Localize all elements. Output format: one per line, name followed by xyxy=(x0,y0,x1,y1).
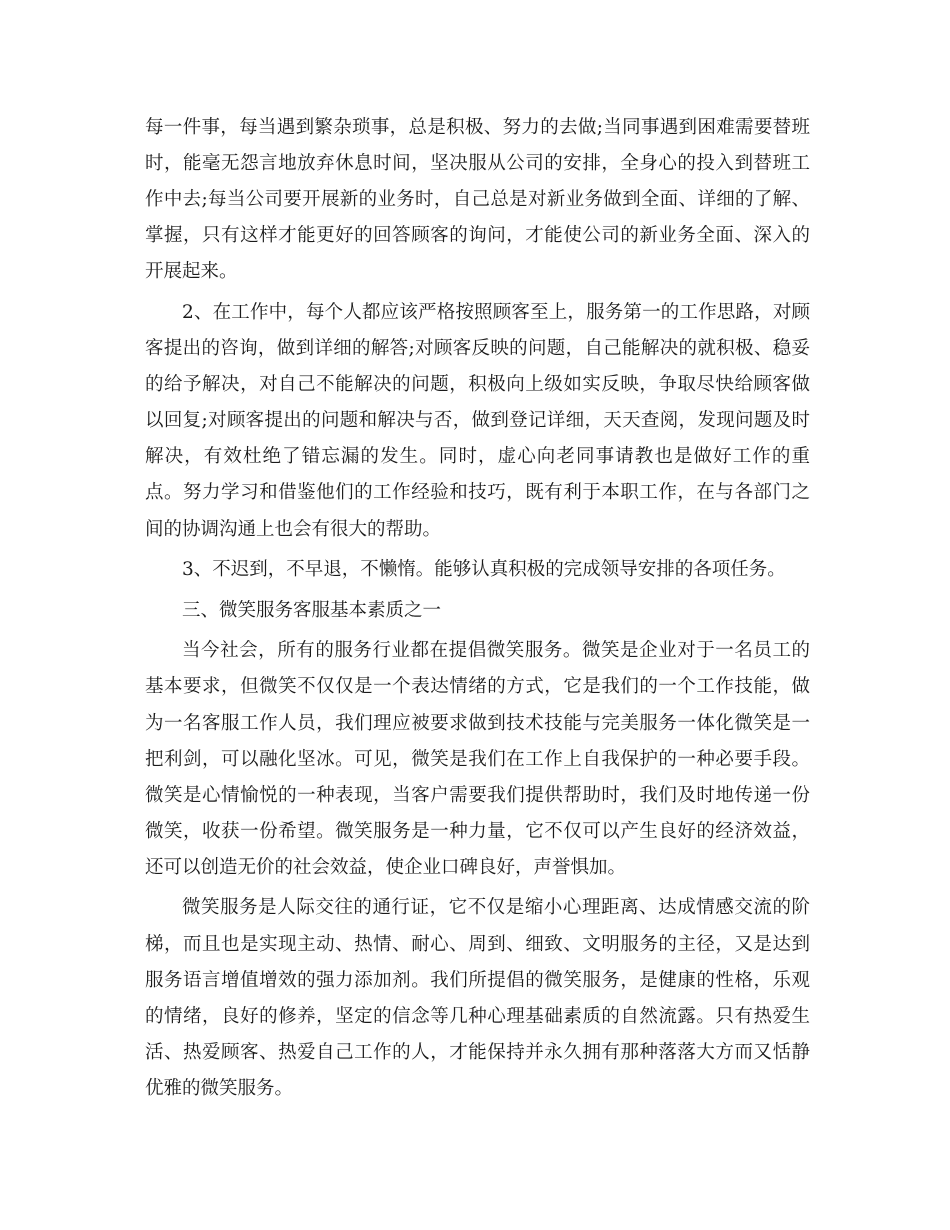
paragraph-item-2: 2、在工作中，每个人都应该严格按照顾客至上，服务第一的工作思路，对顾客提出的咨询，做到详细的解答;对顾客反映的问题，自己能解决的就积极、稳妥的给予解决，对自己不能解决的问题，积极向上级如实反映，争取尽快给顾客做以回复;对顾客提出的问题和解决与否，做到登记详细，天天查阅，发现问题及时解决，有效杜绝了错忘漏的发生。同时，虚心向老同事请教也是做好工作的重点。努力学习和借鉴他们的工作经验和技巧，既有利于本职工作，在与各部门之间的协调沟通上也会有很大的帮助。 xyxy=(145,301,810,540)
section-heading: 三、微笑服务客服基本素质之一 xyxy=(182,599,442,621)
paragraph-continuation: 每一件事，每当遇到繁杂琐事，总是积极、努力的去做;当同事遇到困难需要替班时，能毫无怨言地放弃休息时间，坚决服从公司的安排，全身心的投入到替班工作中去;每当公司要开展新的业务时，自己总是对新业务做到全面、详细的了解、掌握，只有这样才能更好的回答顾客的询问，才能使公司的新业务全面、深入的开展起来。 xyxy=(145,117,810,283)
paragraph-item-3: 3、不迟到，不早退，不懒惰。能够认真积极的完成领导安排的各项任务。 xyxy=(182,559,786,581)
document-body xyxy=(145,110,810,1112)
paragraph-smile-service-intro: 当今社会，所有的服务行业都在提倡微笑服务。微笑是企业对于一名员工的基本要求，但微笑不仅仅是一个表达情绪的方式，它是我们的一个工作技能，做为一名客服工作人员，我们理应被要求做到技术技能与完美服务一体化微笑是一把利剑，可以融化坚冰。可见，微笑是我们在工作上自我保护的一种必要手段。微笑是心情愉悦的一种表现，当客户需要我们提供帮助时，我们及时地传递一份微笑，收获一份希望。微笑服务是一种力量，它不仅可以产生良好的经济效益，还可以创造无价的社会效益，使企业口碑良好，声誉惧加。 xyxy=(145,640,810,878)
paragraph-smile-service-passport: 微笑服务是人际交往的通行证，它不仅是缩小心理距离、达成情感交流的阶梯，而且也是实现主动、热情、耐心、周到、细致、文明服务的主径，又是达到服务语言增值增效的强力添加剂。我们所提倡的微笑服务，是健康的性格，乐观的情绪，良好的修养，坚定的信念等几种心理基础素质的自然流露。只有热爱生活、热爱顾客、热爱自己工作的人，才能保持并永久拥有那种落落大方而又恬静优雅的微笑服务。 xyxy=(145,897,810,1099)
